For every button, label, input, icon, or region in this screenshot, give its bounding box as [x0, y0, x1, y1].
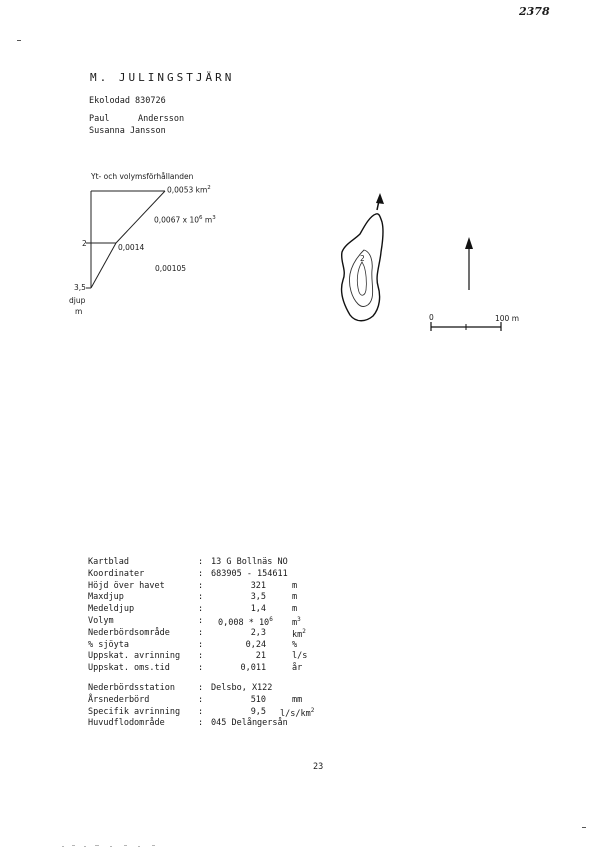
row-label: Specifik avrinning [88, 706, 181, 717]
row-separator: : [198, 639, 204, 650]
depth-axis-unit: m [75, 307, 83, 316]
row-unit: mm [292, 694, 303, 705]
surveyor-first-name: Paul [89, 114, 110, 124]
row-unit: år [292, 663, 303, 674]
row-value: 321 [250, 580, 267, 591]
row-value: 2,3 [250, 627, 267, 638]
row-label: Huvudflodområde [88, 718, 165, 729]
scale-end-label: 100 m [495, 314, 520, 323]
row-separator: : [198, 568, 204, 579]
row-label: Maxdjup [88, 592, 124, 603]
row-value: 683905 - 154611 [211, 568, 288, 579]
row-unit: m [292, 604, 298, 615]
row-separator: : [198, 604, 204, 615]
surveyor-second: Susanna Jansson [89, 126, 166, 136]
depth-mid-label: 2 [82, 239, 87, 248]
row-label: Koordinater [88, 568, 145, 579]
row-label: Uppskat. oms.tid [88, 663, 170, 674]
row-label: Höjd över havet [88, 580, 165, 591]
volume-upper-value: 0,0067 x $10^6$ $m^3$ [154, 215, 216, 225]
row-label: Nederbördsområde [88, 627, 170, 638]
area-mid-value: 0,0014 [118, 243, 145, 252]
page-reference: 2378 [519, 5, 550, 18]
row-separator: : [198, 718, 204, 729]
row-separator: : [198, 616, 204, 626]
row-separator: : [198, 580, 204, 591]
row-value: 13 G Bollnäs NO [211, 557, 288, 567]
row-value: 0,24 [245, 639, 267, 650]
row-label: Volym [88, 616, 114, 626]
row-label: Uppskat. avrinning [88, 651, 181, 662]
row-label: % sjöyta [88, 639, 129, 650]
row-unit: % [292, 639, 298, 650]
row-value: 0,011 [240, 663, 267, 674]
row-separator: : [198, 663, 204, 674]
depth-max-label: 3,5 [74, 283, 86, 292]
row-separator: : [198, 592, 204, 603]
row-value: 510 [250, 694, 267, 705]
row-value: 1,4 [250, 604, 267, 615]
row-label: Kartblad [88, 557, 129, 567]
scale-start-label: 0 [429, 313, 434, 322]
contour-label: 2 [360, 254, 365, 263]
row-separator: : [198, 706, 204, 717]
row-label: Medeldjup [88, 604, 135, 615]
row-separator: : [198, 627, 204, 638]
row-unit: m [292, 580, 298, 591]
row-value: 9,5 [250, 706, 267, 717]
row-unit: $l/s/km^2$ [280, 706, 315, 719]
document-title: M. JULINGSTJÄRN [90, 71, 235, 84]
row-value: $0,008 * 10^6$ [218, 616, 273, 628]
row-unit: m [292, 592, 298, 603]
page-number: 23 [313, 762, 324, 772]
row-label: Årsnederbörd [88, 694, 150, 705]
row-unit: $km^2$ [292, 627, 306, 640]
row-value: Delsbo, X122 [211, 683, 273, 693]
row-unit: l/s [292, 651, 308, 662]
survey-date: Ekolodad 830726 [89, 96, 166, 106]
row-separator: : [198, 683, 204, 693]
row-value: 21 [255, 651, 267, 662]
diagram-heading: Yt- och volymsförhållanden [91, 172, 194, 181]
row-value: 3,5 [250, 592, 267, 603]
row-separator: : [198, 694, 204, 705]
row-unit: $m^3$ [292, 616, 301, 628]
surveyor-last-name: Andersson [138, 114, 185, 124]
volume-lower-value: 0,00105 [155, 264, 187, 273]
row-value: 045 Delångersån [211, 718, 288, 729]
depth-axis-label: djup [69, 296, 86, 305]
row-separator: : [198, 557, 204, 567]
area-top-value: 0,0053 $km^2$ [167, 185, 211, 195]
row-label: Nederbördsstation [88, 683, 175, 693]
row-separator: : [198, 651, 204, 662]
